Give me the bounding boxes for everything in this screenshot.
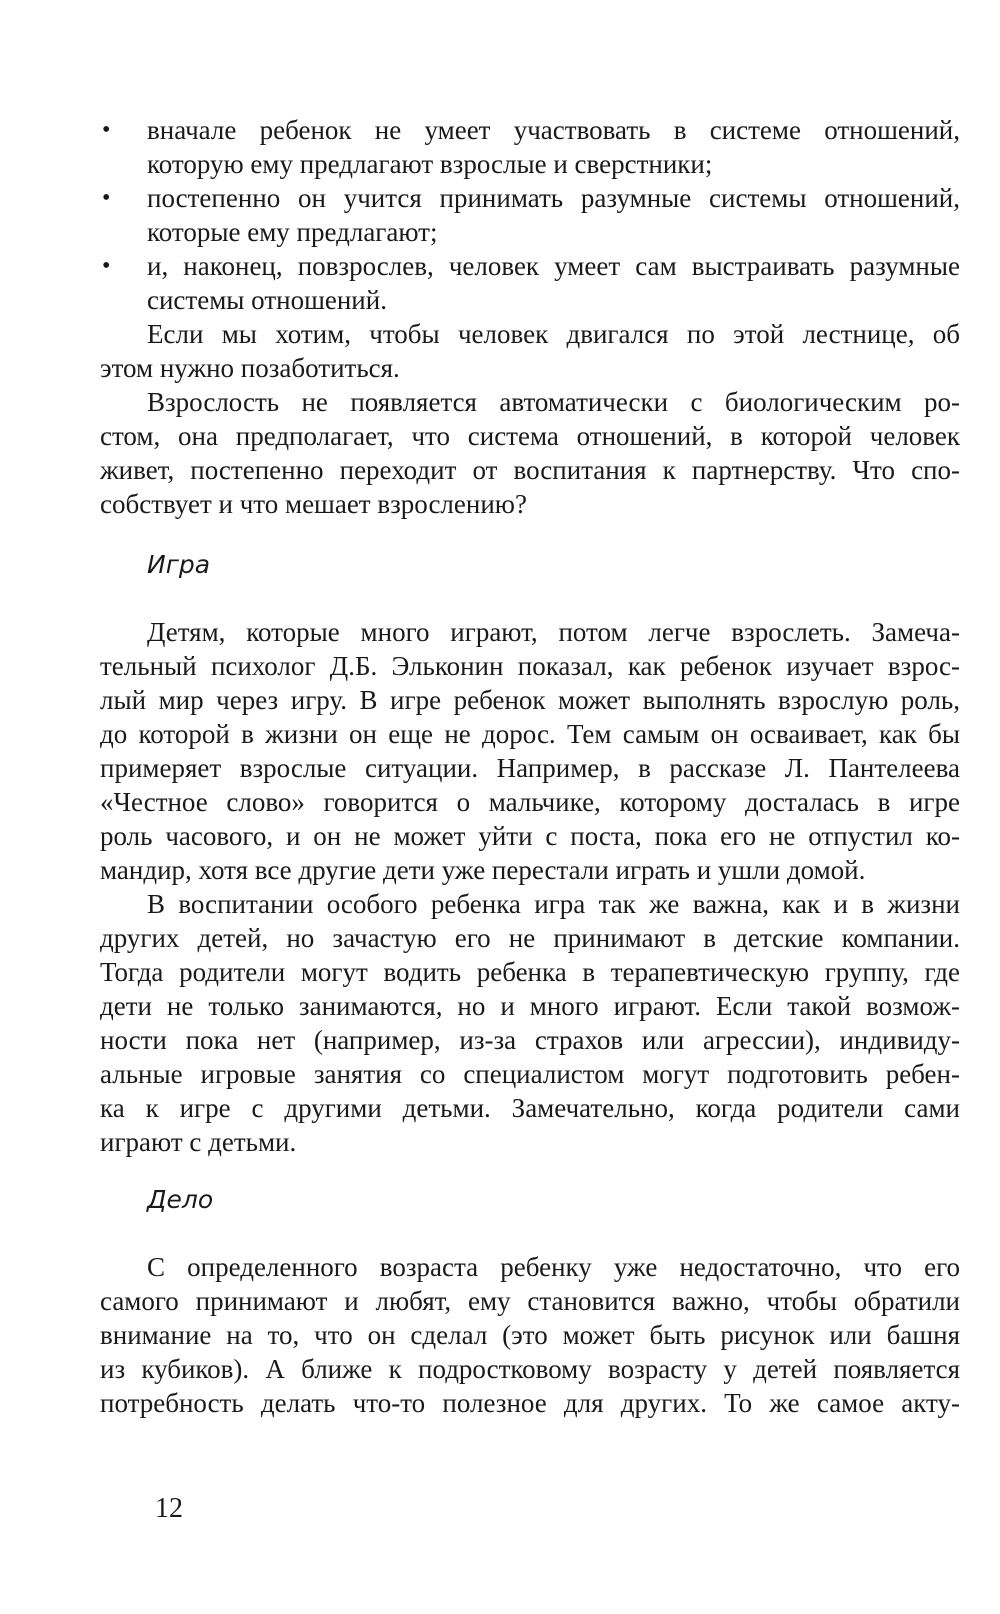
- bullet-item: [100, 249, 960, 317]
- paragraph: [100, 887, 960, 1159]
- text-line: других детей, но зачастую его не принимают в детские компании.: [100, 923, 960, 953]
- text-line: Если мы хотим, чтобы человек двигался по этой лестнице, об: [147, 319, 960, 349]
- text-line: и, наконец, повзрослев, человек умеет сам выстраивать разумные: [147, 251, 960, 281]
- paragraph: [100, 1250, 960, 1420]
- text-line: постепенно он учится принимать разумные системы отношений,: [147, 183, 960, 213]
- text-line: самого принимают и любят, ему становится важно, чтобы обратили: [100, 1286, 960, 1316]
- text-line: альные игровые занятия со специалистом могут подготовить ребен-: [100, 1059, 960, 1089]
- text-line: В воспитании особого ребенка игра так же важна, как и в жизни: [147, 889, 960, 919]
- bullet-icon: •: [102, 117, 111, 143]
- section-heading-work: Дело: [147, 1185, 214, 1214]
- text-line: Детям, которые много играют, потом легче взрослеть. Замеча-: [147, 617, 960, 647]
- text-line: дети не только занимаются, но и много играют. Если такой возмож-: [100, 991, 960, 1021]
- text-line: которую ему предлагают взрослые и сверстники;: [147, 149, 713, 179]
- text-line: тельный психолог Д.Б. Эльконин показал, как ребенок изучает взрос-: [100, 651, 960, 681]
- text-line: примеряет взрослые ситуации. Например, в рассказе Л. Пантелеева: [100, 753, 960, 783]
- text-line: собствует и что мешает взрослению?: [100, 489, 527, 519]
- paragraph: [100, 615, 960, 887]
- text-line: внимание на то, что он сделал (это может быть рисунок или башня: [100, 1320, 960, 1350]
- page-number: 12: [155, 1493, 183, 1524]
- bullet-icon: •: [102, 253, 111, 279]
- text-line: стом, она предполагает, что система отношений, в которой человек: [100, 421, 960, 451]
- bullet-item: [100, 181, 960, 249]
- text-line: которые ему предлагают;: [147, 217, 438, 247]
- text-line: лый мир через игру. В игре ребенок может выполнять взрослую роль,: [100, 685, 960, 715]
- text-line: живет, постепенно переходит от воспитания к партнерству. Что спо-: [100, 455, 960, 485]
- text-line: до которой в жизни он еще не дорос. Тем самым он осваивает, как бы: [100, 719, 960, 749]
- text-line: ка к игре с другими детьми. Замечательно, когда родители сами: [100, 1093, 960, 1123]
- text-line: играют с детьми.: [100, 1127, 297, 1157]
- paragraph: [100, 385, 960, 521]
- paragraph: [100, 317, 960, 385]
- text-line: Взрослость не появляется автоматически с биологическим ро-: [147, 387, 960, 417]
- bullet-list: [100, 113, 960, 317]
- text-line: С определенного возраста ребенку уже недостаточно, что его: [147, 1252, 960, 1282]
- text-line: мандир, хотя все другие дети уже перестали играть и ушли домой.: [100, 855, 866, 885]
- text-line: потребность делать что-то полезное для других. То же самое акту-: [100, 1388, 960, 1418]
- section-game-body: [100, 615, 960, 1159]
- text-line: роль часового, и он не может уйти с поста, пока его не отпустил ко-: [100, 821, 960, 851]
- text-line: из кубиков). А ближе к подростковому возрасту у детей появляется: [100, 1354, 960, 1384]
- intro-paragraphs: [100, 317, 960, 521]
- bullet-icon: •: [102, 185, 111, 211]
- text-line: Тогда родители могут водить ребенка в терапевтическую группу, где: [100, 957, 960, 987]
- bullet-item: [100, 113, 960, 181]
- section-heading-game: Игра: [147, 550, 211, 579]
- text-line: «Честное слово» говорится о мальчике, которому досталась в игре: [100, 787, 960, 817]
- section-work-body: [100, 1250, 960, 1420]
- text-line: ности пока нет (например, из-за страхов или агрессии), индивиду-: [100, 1025, 960, 1055]
- text-line: системы отношений.: [147, 285, 387, 315]
- text-line: этом нужно позаботиться.: [100, 353, 400, 383]
- text-line: вначале ребенок не умеет участвовать в системе отношений,: [147, 115, 960, 145]
